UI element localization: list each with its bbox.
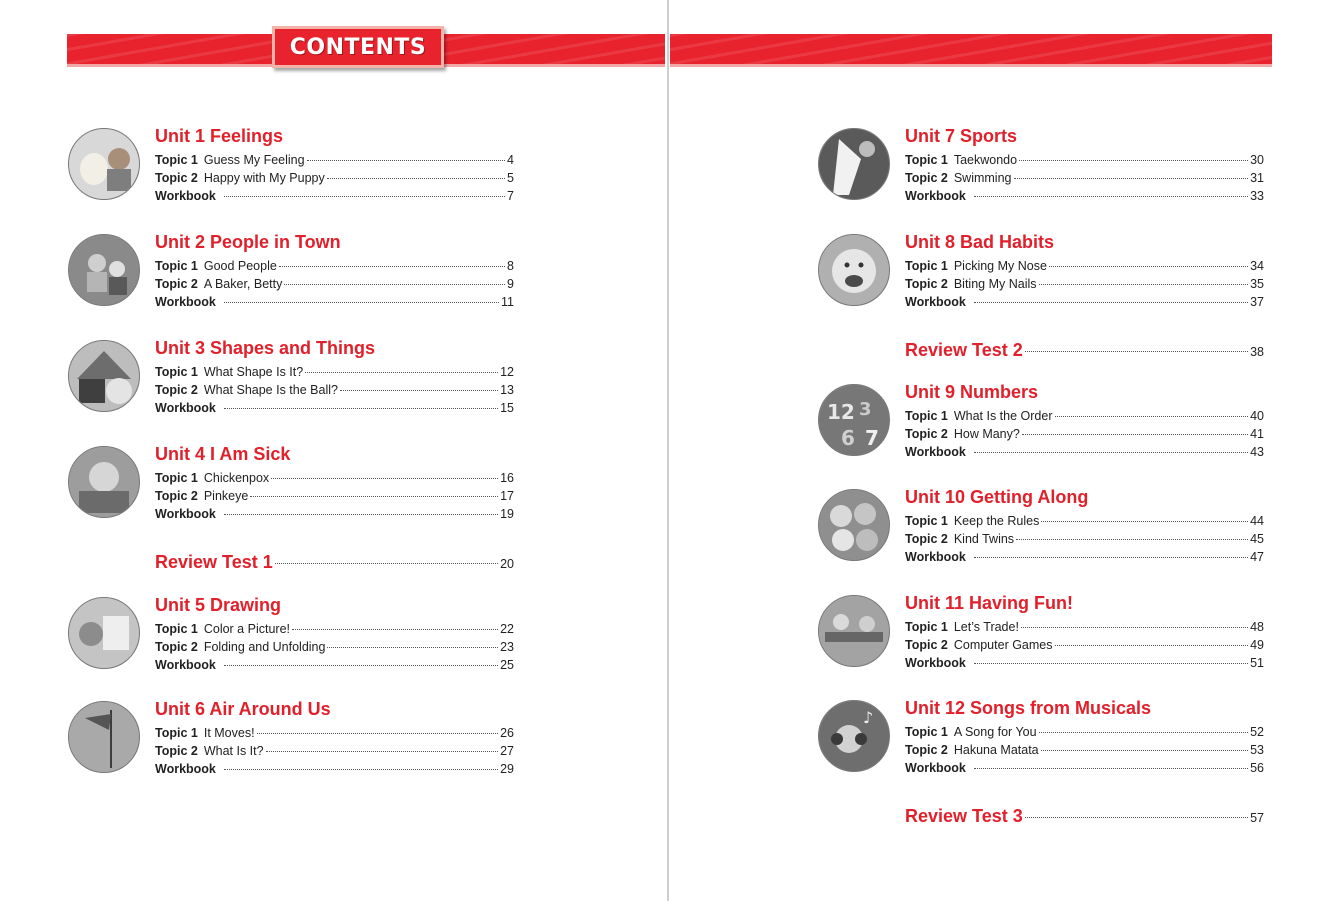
dot-leader — [974, 663, 1248, 664]
unit-heading[interactable]: Unit 2 People in Town — [155, 232, 341, 252]
page-number: 30 — [1250, 153, 1264, 167]
entry-label: Workbook — [905, 550, 966, 565]
dot-leader — [224, 514, 498, 515]
review-test-entry[interactable] — [905, 806, 1264, 826]
topic-entry[interactable] — [905, 532, 1264, 548]
workbook-entry[interactable] — [905, 761, 1264, 777]
entry-label: Workbook — [155, 658, 216, 673]
entry-label: Topic 1 — [155, 365, 198, 379]
sick-child-photo-icon — [68, 446, 140, 518]
flag-photo-icon — [68, 701, 140, 773]
page-number: 48 — [1250, 620, 1264, 634]
workbook-entry[interactable] — [155, 295, 514, 311]
entry-label: Topic 2 — [155, 489, 198, 504]
unit-heading[interactable]: Unit 4 I Am Sick — [155, 444, 291, 464]
topic-entry[interactable] — [155, 171, 514, 187]
topic-entry[interactable] — [905, 427, 1264, 443]
dot-leader — [327, 178, 505, 179]
unit-heading[interactable]: Unit 1 Feelings — [155, 126, 284, 146]
unit-heading[interactable]: Unit 8 Bad Habits — [905, 232, 1055, 252]
topic-entry[interactable] — [155, 277, 514, 293]
children-group-photo-icon — [818, 489, 890, 561]
entry-title: It Moves! — [203, 726, 255, 740]
page-number: 34 — [1250, 259, 1264, 273]
workbook-entry[interactable] — [905, 656, 1264, 672]
page-number: 49 — [1250, 638, 1264, 653]
topic-entry[interactable] — [905, 743, 1264, 759]
dot-leader — [224, 302, 499, 303]
workbook-entry[interactable] — [905, 550, 1264, 566]
entry-title: Computer Games — [953, 638, 1053, 653]
dot-leader — [279, 266, 505, 267]
taekwondo-photo-icon — [819, 129, 889, 199]
entry-label: Topic 2 — [905, 743, 948, 758]
dot-leader — [340, 390, 498, 391]
entry-label: Topic 2 — [155, 640, 198, 655]
dot-leader — [257, 733, 499, 734]
dot-leader — [305, 372, 498, 373]
entry-label: Topic 2 — [155, 277, 198, 292]
workbook-entry[interactable] — [905, 445, 1264, 461]
music-child-photo-icon — [819, 701, 889, 771]
dot-leader — [224, 665, 498, 666]
unit-heading[interactable]: Unit 10 Getting Along — [905, 487, 1089, 507]
dot-leader — [250, 496, 498, 497]
page-number: 29 — [500, 762, 514, 777]
page-number: 43 — [1250, 445, 1264, 460]
entry-title: Taekwondo — [953, 153, 1018, 167]
page-number: 45 — [1250, 532, 1264, 547]
page-number: 22 — [500, 622, 514, 636]
boy-face-photo-icon — [818, 234, 890, 306]
page-number: 4 — [507, 153, 514, 167]
entry-title: Pinkeye — [203, 489, 249, 504]
numbers-photo-icon — [818, 384, 890, 456]
page-number: 13 — [500, 383, 514, 398]
page-number: 9 — [507, 277, 514, 292]
topic-entry[interactable] — [905, 153, 1264, 169]
dot-leader — [1016, 539, 1248, 540]
review-test-title: Review Test 3 — [905, 806, 1023, 826]
entry-label: Workbook — [905, 445, 966, 460]
workbook-entry[interactable] — [155, 401, 514, 417]
entry-title: How Many? — [953, 427, 1020, 442]
entry-label: Topic 2 — [905, 427, 948, 442]
shapes-photo-icon — [69, 341, 139, 411]
review-test-entry[interactable] — [905, 340, 1264, 360]
entry-label: Workbook — [155, 762, 216, 777]
topic-entry[interactable] — [905, 259, 1264, 275]
dot-leader — [1021, 627, 1248, 628]
page-number: 8 — [507, 259, 514, 273]
dot-leader — [974, 452, 1248, 453]
playing-kids-photo-icon — [819, 596, 889, 666]
workbook-entry[interactable] — [155, 189, 514, 205]
dot-leader — [1041, 750, 1248, 751]
entry-label: Workbook — [155, 295, 216, 310]
unit-heading[interactable]: Unit 11 Having Fun! — [905, 593, 1074, 613]
entry-label: Topic 1 — [155, 259, 198, 273]
contents-title-box — [272, 26, 444, 68]
dot-leader — [974, 196, 1248, 197]
entry-label: Topic 1 — [905, 620, 948, 634]
entry-label: Topic 2 — [905, 277, 948, 292]
topic-entry[interactable] — [155, 622, 514, 638]
entry-title: Happy with My Puppy — [203, 171, 325, 186]
svg-text:12: 12 — [827, 400, 855, 424]
topic-entry[interactable] — [905, 638, 1264, 654]
playing-kids-photo-icon — [818, 595, 890, 667]
workbook-entry[interactable] — [905, 295, 1264, 311]
entry-label: Topic 1 — [905, 409, 948, 423]
page-number: 38 — [1250, 345, 1264, 359]
topic-entry[interactable] — [155, 726, 514, 742]
page-number: 19 — [500, 507, 514, 522]
music-child-photo-icon — [818, 700, 890, 772]
entry-label: Workbook — [905, 761, 966, 776]
entry-title: Chickenpox — [203, 471, 270, 485]
dot-leader — [1022, 434, 1248, 435]
dot-leader — [1039, 284, 1249, 285]
entry-title: Keep the Rules — [953, 514, 1040, 528]
entry-title: A Song for You — [953, 725, 1037, 739]
taekwondo-photo-icon — [818, 128, 890, 200]
page-number: 11 — [501, 295, 514, 310]
entry-title: Hakuna Matata — [953, 743, 1039, 758]
flag-photo-icon — [69, 702, 139, 772]
dot-leader — [1041, 521, 1248, 522]
page-number: 31 — [1250, 171, 1264, 186]
page-number: 41 — [1250, 427, 1264, 442]
dot-leader — [1055, 416, 1249, 417]
dot-leader — [1025, 817, 1248, 818]
dot-leader — [271, 478, 498, 479]
dot-leader — [974, 768, 1248, 769]
sick-child-photo-icon — [69, 447, 139, 517]
page-number: 51 — [1250, 656, 1264, 671]
page-number: 57 — [1250, 811, 1264, 825]
entry-label: Topic 2 — [905, 638, 948, 653]
dot-leader — [1014, 178, 1249, 179]
page-number: 40 — [1250, 409, 1264, 423]
entry-label: Workbook — [905, 295, 966, 310]
dot-leader — [974, 557, 1248, 558]
page-gutter — [667, 0, 669, 901]
entry-label: Workbook — [155, 189, 216, 204]
workbook-entry[interactable] — [905, 189, 1264, 205]
topic-entry[interactable] — [155, 471, 514, 487]
entry-label: Topic 1 — [905, 259, 948, 273]
review-test-title: Review Test 1 — [155, 552, 273, 572]
svg-text:♪: ♪ — [863, 708, 874, 727]
topic-entry[interactable] — [905, 171, 1264, 187]
page-number: 15 — [500, 401, 514, 416]
topic-entry[interactable] — [905, 725, 1264, 741]
dot-leader — [266, 751, 499, 752]
puppy-and-girl-photo-icon — [68, 128, 140, 200]
entry-label: Topic 2 — [905, 171, 948, 186]
child-drawing-photo-icon — [69, 598, 139, 668]
children-group-photo-icon — [819, 490, 889, 560]
unit-heading[interactable]: Unit 7 Sports — [905, 126, 1018, 146]
page-number: 37 — [1250, 295, 1264, 310]
page-number: 53 — [1250, 743, 1264, 758]
entry-label: Topic 1 — [155, 153, 198, 167]
page-number: 47 — [1250, 550, 1264, 565]
dot-leader — [327, 647, 498, 648]
page-number: 16 — [500, 471, 514, 485]
entry-label: Workbook — [155, 401, 216, 416]
page-number: 35 — [1250, 277, 1264, 292]
dot-leader — [224, 408, 498, 409]
entry-title: What Shape Is the Ball? — [203, 383, 338, 398]
svg-text:3: 3 — [859, 399, 872, 420]
workbook-entry[interactable] — [155, 762, 514, 778]
page-number: 7 — [507, 189, 514, 204]
topic-entry[interactable] — [155, 259, 514, 275]
entry-title: A Baker, Betty — [203, 277, 283, 292]
entry-title: Folding and Unfolding — [203, 640, 326, 655]
topic-entry[interactable] — [905, 409, 1264, 425]
town-people-photo-icon — [69, 235, 139, 305]
topic-entry[interactable] — [905, 277, 1264, 293]
page-number: 56 — [1250, 761, 1264, 776]
entry-title: What Is It? — [203, 744, 264, 759]
dot-leader — [292, 629, 498, 630]
dot-leader — [1049, 266, 1248, 267]
entry-title: Picking My Nose — [953, 259, 1047, 273]
entry-title: What Shape Is It? — [203, 365, 304, 379]
page-number: 26 — [500, 726, 514, 740]
entry-title: Kind Twins — [953, 532, 1015, 547]
page-number: 25 — [500, 658, 514, 673]
review-test-title: Review Test 2 — [905, 340, 1023, 360]
entry-label: Topic 1 — [155, 726, 198, 740]
topic-entry[interactable] — [155, 153, 514, 169]
page-number: 23 — [500, 640, 514, 655]
unit-heading[interactable]: Unit 6 Air Around Us — [155, 699, 331, 719]
header-band-right — [670, 34, 1272, 67]
entry-label: Workbook — [905, 656, 966, 671]
unit-heading[interactable]: Unit 12 Songs from Musicals — [905, 698, 1152, 718]
topic-entry[interactable] — [155, 365, 514, 381]
entry-title: Let’s Trade! — [953, 620, 1019, 634]
topic-entry[interactable] — [155, 744, 514, 760]
topic-entry[interactable] — [155, 383, 514, 399]
town-people-photo-icon — [68, 234, 140, 306]
dot-leader — [974, 302, 1248, 303]
dot-leader — [1025, 351, 1248, 352]
entry-label: Topic 1 — [905, 725, 948, 739]
svg-text:7: 7 — [865, 426, 879, 450]
page-number: 20 — [500, 557, 514, 571]
entry-label: Topic 1 — [905, 514, 948, 528]
unit-heading[interactable]: Unit 5 Drawing — [155, 595, 282, 615]
page-number: 44 — [1250, 514, 1264, 528]
entry-label: Workbook — [905, 189, 966, 204]
entry-title: Guess My Feeling — [203, 153, 305, 167]
workbook-entry[interactable] — [155, 658, 514, 674]
entry-title: Biting My Nails — [953, 277, 1037, 292]
entry-label: Workbook — [155, 507, 216, 522]
page-number: 33 — [1250, 189, 1264, 204]
entry-label: Topic 2 — [155, 171, 198, 186]
topic-entry[interactable] — [155, 489, 514, 505]
dot-leader — [1019, 160, 1248, 161]
page-number: 27 — [500, 744, 514, 759]
entry-label: Topic 1 — [155, 622, 198, 636]
page-number: 52 — [1250, 725, 1264, 739]
page-number: 17 — [500, 489, 514, 504]
child-drawing-photo-icon — [68, 597, 140, 669]
puppy-and-girl-photo-icon — [69, 129, 139, 199]
unit-heading[interactable]: Unit 9 Numbers — [905, 382, 1039, 402]
page-number: 12 — [500, 365, 514, 379]
page-number: 5 — [507, 171, 514, 186]
dot-leader — [284, 284, 505, 285]
entry-label: Topic 1 — [905, 153, 948, 167]
entry-label: Topic 2 — [905, 532, 948, 547]
topic-entry[interactable] — [155, 640, 514, 656]
topic-entry[interactable] — [905, 514, 1264, 530]
topic-entry[interactable] — [905, 620, 1264, 636]
dot-leader — [1055, 645, 1249, 646]
dot-leader — [224, 769, 498, 770]
entry-title: What Is the Order — [953, 409, 1053, 423]
page-title: CONTENTS — [289, 34, 427, 60]
dot-leader — [275, 563, 498, 564]
entry-title: Swimming — [953, 171, 1012, 186]
review-test-entry[interactable] — [155, 552, 514, 572]
entry-label: Topic 2 — [155, 744, 198, 759]
dot-leader — [307, 160, 505, 161]
dot-leader — [1039, 732, 1249, 733]
unit-heading[interactable]: Unit 3 Shapes and Things — [155, 338, 376, 358]
workbook-entry[interactable] — [155, 507, 514, 523]
numbers-photo-icon — [819, 385, 889, 455]
svg-text:6: 6 — [841, 426, 855, 450]
entry-title: Good People — [203, 259, 277, 273]
shapes-photo-icon — [68, 340, 140, 412]
entry-label: Topic 2 — [155, 383, 198, 398]
entry-title: Color a Picture! — [203, 622, 290, 636]
boy-face-photo-icon — [819, 235, 889, 305]
entry-label: Topic 1 — [155, 471, 198, 485]
dot-leader — [224, 196, 505, 197]
